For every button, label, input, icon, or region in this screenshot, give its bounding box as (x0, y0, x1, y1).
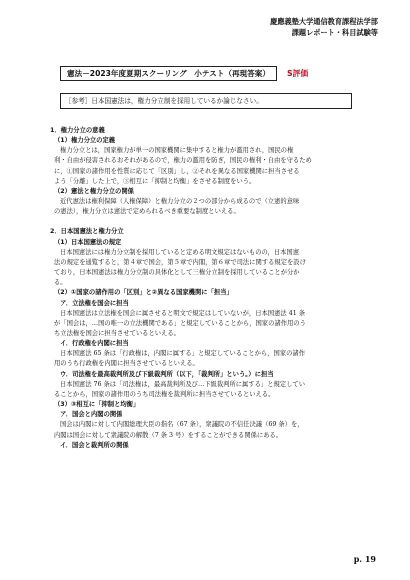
paragraph-line: 国会は内閣に対して内閣総理大臣の指名（67 条），衆議院の不信任決議（69 条）を， (60, 421, 304, 429)
subsection-heading: （1）権力分立の定義 (54, 137, 116, 145)
subsection-heading: （2）①国家の諸作用の「区別」と②異なる国家機関に「担当」 (54, 289, 233, 297)
paragraph-line: に，①国家の諸作用を性質に応じて「区別」し，②それを異なる国家機関に担当させる (54, 167, 300, 175)
paragraph-line: ち立法権を国会に担当させているといえる。 (54, 329, 180, 337)
paragraph-line: 日本国憲法は立法権を国会に属させると明文で規定はしていないが，日本国憲法 41 条 (60, 309, 306, 317)
paragraph-line: 日本国憲法 76 条は「司法権は，最高裁判所及び…下級裁判所に属する」と規定してい (60, 380, 306, 388)
paragraph-line: よう「分離」した上で，③相互に「抑制と均衡」をさせる制度をいう。 (54, 177, 256, 185)
page-header (270, 16, 378, 38)
answer-body (46, 126, 364, 451)
paragraph-line: 日本国憲法 65 条は「行政権は，内閣に属する」と規定していることから，国家の諸作 (60, 350, 306, 358)
section-gap (46, 217, 364, 227)
subsection-heading: （3）③相互に「抑制と均衡」 (54, 401, 140, 409)
paragraph-line: 内閣は国会に対して衆議院の解散（7 条 3 号）をすることができる関係にある。 (54, 431, 283, 439)
paragraph-line: る。 (54, 279, 67, 287)
paragraph-line: 利・自由が侵害されるおそれがあるので，権力の濫用を防ぎ，国民の権利・自由を守るため (54, 157, 312, 165)
item-heading: ア．立法権を国会に担当 (60, 299, 129, 307)
header-doc-type: 課題レポート・科目試験等 (291, 28, 378, 37)
item-heading: イ．国会と裁判所の関係 (60, 441, 129, 449)
paragraph-line: ており，日本国憲法は権力分立制の具体化として三権分立制を採用していることが分か (54, 269, 300, 277)
paragraph-line: ることから，国家の諸作用のうち司法権を裁判所に担当させているといえる。 (54, 390, 275, 398)
paragraph-line: の憲法），権力分立は憲法で定められるべき重要な制度といえる。 (54, 208, 240, 216)
header-university: 慶應義塾大学通信教育課程法学部 (270, 17, 378, 26)
paragraph-line: 権力分立とは，国家権力が単一の国家機関に集中すると権力が濫用され，国民の権 (60, 147, 294, 155)
reference-question-box: ［参考］日本国憲法は，権力分立制を採用しているか論じなさい。 (60, 93, 352, 109)
subsection-heading: （1）日本国憲法の規定 (54, 238, 122, 246)
paragraph-line: 用のうち行政権を内閣に担当させているといえる。 (54, 360, 199, 368)
paragraph-line: 法の規定を通覧すると，第４章で国会，第５章で内閣，第６章で司法に関する規定を設け (54, 258, 306, 266)
title-bar (60, 66, 354, 80)
document-title: 憲法－2023年度夏期スクーリング 小テスト（再現答案） (60, 66, 277, 81)
page-number: p. 19 (353, 554, 376, 564)
item-heading: イ．行政権を内閣に担当 (60, 340, 129, 348)
paragraph-line: が「国会は，…国の唯一の立法機関である」と規定していることから，国家の諸作用のう (54, 319, 306, 327)
subsection-heading: （2）憲法と権力分立の関係 (54, 187, 134, 195)
rating-badge: S評価 (286, 68, 309, 78)
section-heading: 2．日本国憲法と権力分立 (50, 228, 124, 236)
paragraph-line: 近代憲法は権利保障（人権保障）と権力分立の２つの部分から成るので（立憲的意味 (60, 198, 300, 206)
paragraph-line: 日本国憲法には権力分立制を採用していると定める明文規定はないものの，日本国憲 (60, 248, 300, 256)
item-heading: ウ．司法権を最高裁判所及び下級裁判所（以下，「裁判所」という。）に担当 (60, 370, 274, 378)
item-heading: ア．国会と内閣の関係 (60, 411, 123, 419)
section-heading: 1．権力分立の意義 (50, 127, 105, 134)
